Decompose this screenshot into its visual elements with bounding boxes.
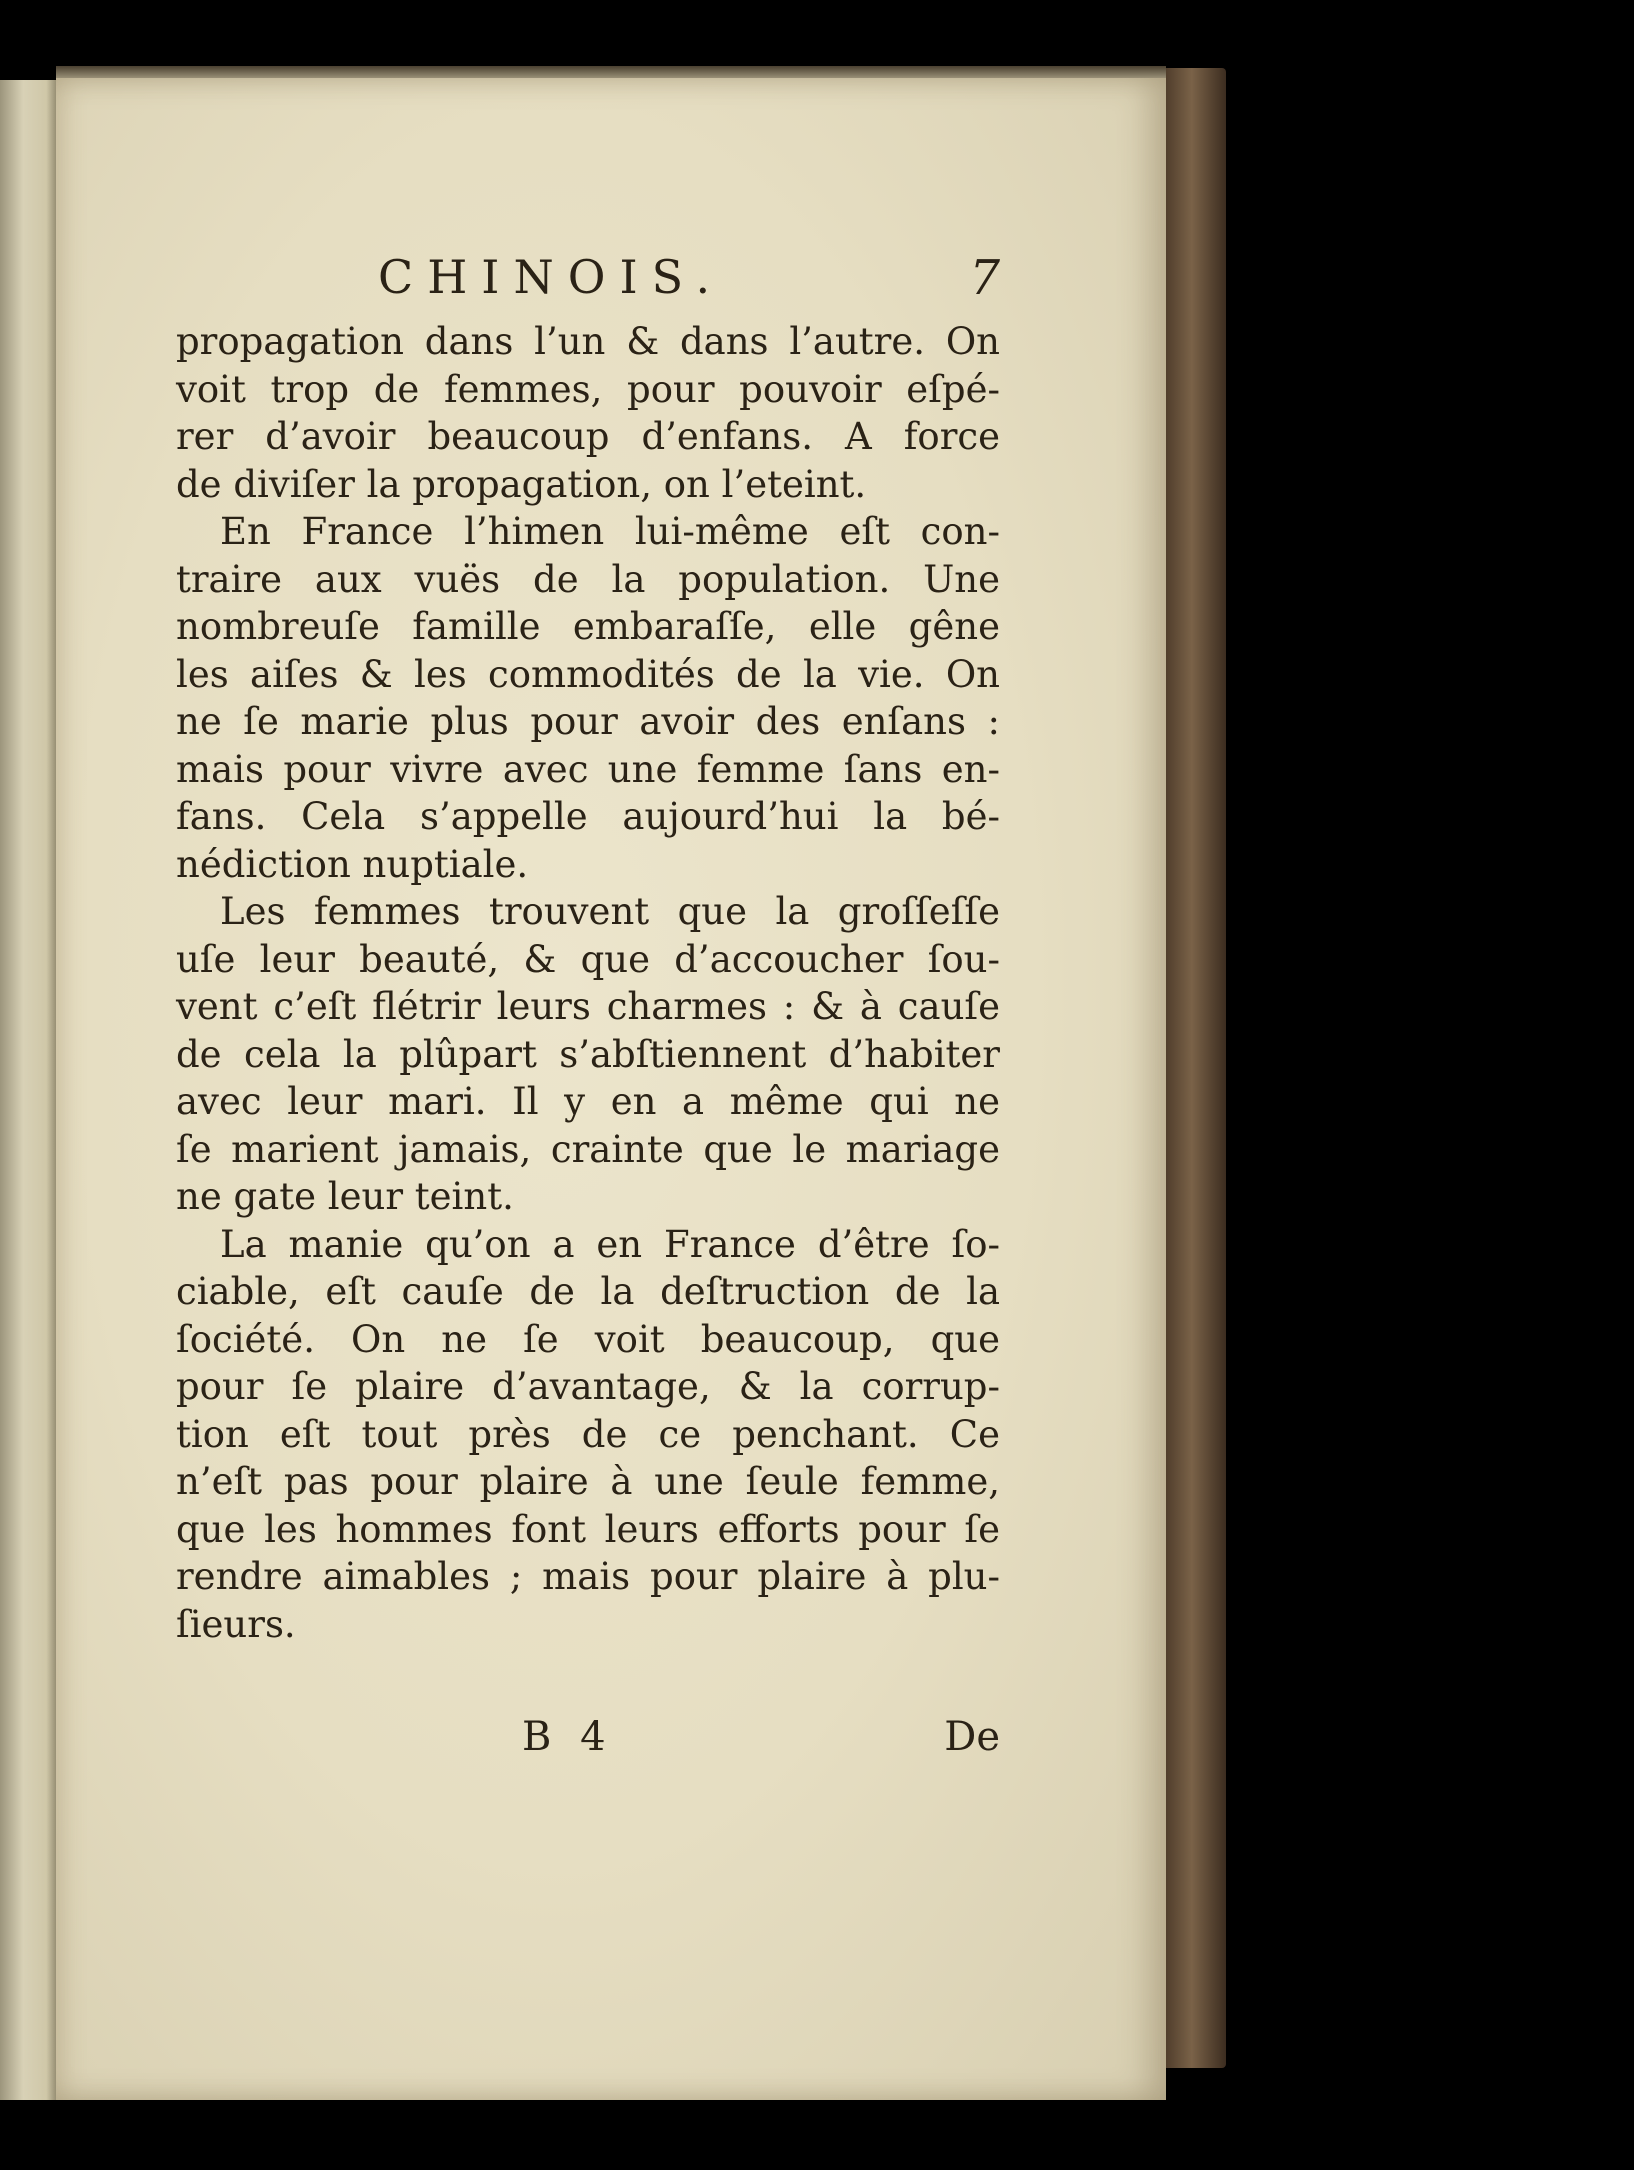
text-line: avec leur mari. Il y en a même qui ne <box>176 1080 1000 1123</box>
text-line: ne ſe marie plus pour avoir des enſans : <box>176 700 1000 743</box>
text-line: ſe marient jamais, crainte que le mariage <box>176 1127 1000 1171</box>
catchword: De <box>944 1714 1000 1760</box>
text-line: de diviſer la propagation, on l’eteint. <box>176 462 867 506</box>
page-footer <box>176 1714 1000 1770</box>
text-line: Les femmes trouvent que la groſſeſſe <box>220 890 1000 933</box>
text-line: rer d’avoir beaucoup d’enfans. A force <box>176 415 1000 458</box>
text-line: propagation dans l’un & dans l’autre. On <box>176 320 1000 363</box>
text-line: nombreuſe famille embaraſſe, elle gêne <box>176 605 1000 648</box>
text-line: ciable, eſt cauſe de la deſtruction de la <box>176 1270 1000 1313</box>
text-line: fans. Cela s’appelle aujourd’hui la bé- <box>176 795 1000 838</box>
text-line: mais pour vivre avec une femme ſans en- <box>176 747 1000 791</box>
signature-mark: B 4 <box>522 1714 614 1760</box>
paragraph <box>176 1221 1000 1649</box>
text-line: nédiction nuptiale. <box>176 842 529 886</box>
paragraph <box>176 508 1000 888</box>
text-line: ne gate leur teint. <box>176 1175 514 1218</box>
text-line: En France l’himen lui-même eſt con- <box>220 510 1000 553</box>
text-line: de cela la plûpart s’abſtiennent d’habiter <box>176 1032 1000 1076</box>
text-line: ſieurs. <box>176 1602 296 1646</box>
paragraph <box>176 318 1000 508</box>
page-body <box>176 318 1000 1648</box>
text-line: ſociété. On ne ſe voit beaucoup, que <box>176 1317 1000 1361</box>
text-line: les aiſes & les commodités de la vie. On <box>176 652 1000 696</box>
page-number: 7 <box>969 250 1000 306</box>
running-title: CHINOIS. <box>378 250 725 304</box>
text-line: tion eſt tout près de ce penchant. Ce <box>176 1412 1000 1456</box>
text-line: traire aux vuës de la population. Une <box>176 557 1000 601</box>
text-line: n’eſt pas pour plaire à une ſeule femme, <box>176 1460 1000 1503</box>
page-header <box>360 250 1000 310</box>
text-line: La manie qu’on a en France d’être ſo- <box>220 1222 1000 1266</box>
text-line: rendre aimables ; mais pour plaire à plu- <box>176 1555 1000 1598</box>
facing-page-edge <box>0 80 58 2100</box>
text-line: uſe leur beauté, & que d’accoucher ſou- <box>176 937 1000 981</box>
text-line: pour ſe plaire d’avantage, & la corrup- <box>176 1365 1000 1408</box>
text-line: voit trop de femmes, pour pouvoir eſpé- <box>176 367 1000 411</box>
text-line: vent c’eſt flétrir leurs charmes : & à cauſe <box>176 985 1000 1028</box>
paragraph <box>176 888 1000 1221</box>
text-line: que les hommes font leurs efforts pour ſe <box>176 1507 1000 1551</box>
